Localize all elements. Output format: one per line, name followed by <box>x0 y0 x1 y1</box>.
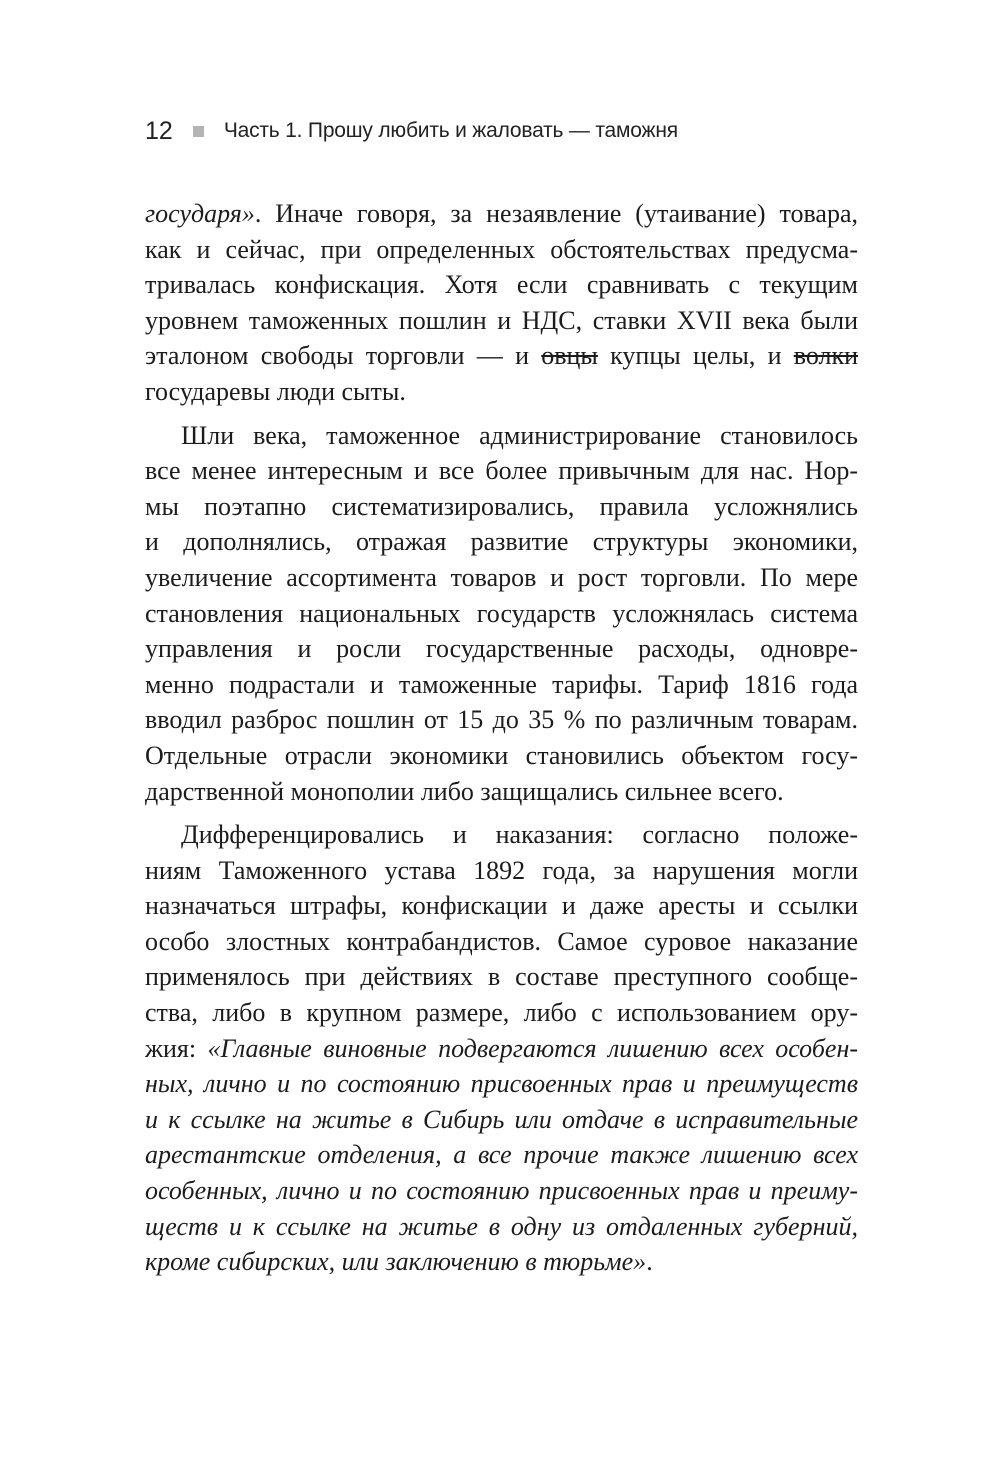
text-fragment: управления и росли государственные расходы, одновре- <box>145 634 858 664</box>
paragraph <box>145 817 858 1280</box>
text-line <box>145 667 858 703</box>
text-fragment: мы поэтапно систематизировались, правила усложнялись <box>145 491 858 521</box>
text-fragment: дарственной монополии либо защищались сильнее всего. <box>145 776 784 806</box>
text-line <box>145 774 858 810</box>
text-line <box>145 560 858 596</box>
text-line <box>145 959 858 995</box>
text-line <box>145 888 858 924</box>
italic-fragment: и к ссылке на житье в Сибирь или отдаче в исправительные <box>145 1104 858 1134</box>
text-line <box>145 817 858 853</box>
text-fragment: жия: <box>145 1033 208 1063</box>
text-fragment: становления национальных государств усложнялась система <box>145 598 858 628</box>
text-line <box>145 702 858 738</box>
italic-fragment: арестантские отделения, а все прочие также лишению всех <box>145 1140 858 1170</box>
text-line <box>145 596 858 632</box>
text-fragment: . Иначе говоря, за незаявление (утаивание) товара, <box>254 199 858 228</box>
paragraph <box>145 418 858 810</box>
text-fragment: тривалась конфискация. Хотя если сравнивать с текущим <box>145 270 858 300</box>
italic-fragment: особенных, лично и по состоянию присвоенных прав и преиму- <box>145 1176 858 1206</box>
paragraph-gap <box>145 809 858 817</box>
text-fragment: менно подрастали и таможенные тарифы. Тариф 1816 года <box>145 669 858 699</box>
text-line <box>145 1137 858 1173</box>
text-fragment: Дифференцировались и наказания: согласно положе- <box>181 820 858 850</box>
text-line <box>145 1209 858 1245</box>
square-bullet-icon <box>193 126 204 137</box>
text-fragment: назначаться штрафы, конфискации и даже аресты и ссылки <box>145 891 858 921</box>
text-fragment: особо злостных контрабандистов. Самое суровое наказание <box>145 926 858 956</box>
text-fragment: . <box>646 1247 653 1277</box>
text-fragment: увеличение ассортимента товаров и рост торговли. По мере <box>145 562 858 592</box>
struck-word: волки <box>793 341 859 371</box>
text-line <box>145 267 858 303</box>
text-line <box>145 453 858 489</box>
italic-fragment: государя» <box>145 199 255 228</box>
text-line <box>145 1244 858 1280</box>
italic-fragment: ществ и к ссылке на житье в одну из отдаленных губерний, <box>145 1211 858 1241</box>
text-fragment: эталоном свободы торговли — и <box>145 341 542 371</box>
text-line <box>145 1102 858 1138</box>
text-fragment: и дополнялись, отражая развитие структуры экономики, <box>145 527 858 557</box>
text-line <box>145 303 858 339</box>
italic-fragment: ных, лично и по состоянию присвоенных прав и преимуществ <box>145 1069 858 1099</box>
text-line <box>145 924 858 960</box>
text-fragment: Отдельные отрасли экономики становились объектом госу- <box>145 740 858 770</box>
text-line <box>145 232 858 268</box>
running-head <box>145 114 678 148</box>
text-line <box>145 631 858 667</box>
text-line <box>145 524 858 560</box>
text-fragment: применялось при действиях в составе преступного сообще- <box>145 962 858 992</box>
body-text <box>145 196 858 1280</box>
text-fragment: вводил разброс пошлин от 15 до 35 % по различным товарам. <box>145 705 858 735</box>
text-fragment: государевы люди сыты. <box>145 376 406 406</box>
chapter-title: Часть 1. Прошу любить и жаловать — таможня <box>223 119 678 142</box>
paragraph-gap <box>145 410 858 418</box>
text-line <box>145 1031 858 1067</box>
struck-word: овцы <box>541 341 598 371</box>
text-line <box>145 1173 858 1209</box>
text-line <box>145 995 858 1031</box>
italic-fragment: «Главные виновные подвергаются лишению всех особен- <box>207 1033 859 1063</box>
italic-fragment: кроме сибирских, или заключению в тюрьме» <box>145 1247 647 1277</box>
text-line <box>145 374 858 410</box>
page-number: 12 <box>145 116 173 145</box>
text-fragment: Шли века, таможенное администрирование становилось <box>181 420 858 450</box>
text-line <box>145 418 858 454</box>
text-line <box>145 1066 858 1102</box>
text-fragment: ства, либо в крупном размере, либо с использованием ору- <box>145 998 858 1028</box>
text-line <box>145 338 858 374</box>
text-line <box>145 853 858 889</box>
text-line <box>145 489 858 525</box>
text-line <box>145 738 858 774</box>
paragraph <box>145 196 858 410</box>
text-fragment: купцы целы, и <box>597 341 794 371</box>
text-fragment: уровнем таможенных пошлин и НДС, ставки XVII века были <box>145 305 858 335</box>
text-fragment: ниям Таможенного устава 1892 года, за нарушения могли <box>145 855 858 885</box>
text-fragment: все менее интересным и все более привычным для нас. Нор- <box>145 456 858 486</box>
text-line <box>145 196 858 232</box>
text-fragment: как и сейчас, при определенных обстоятельствах предусма- <box>145 234 858 264</box>
